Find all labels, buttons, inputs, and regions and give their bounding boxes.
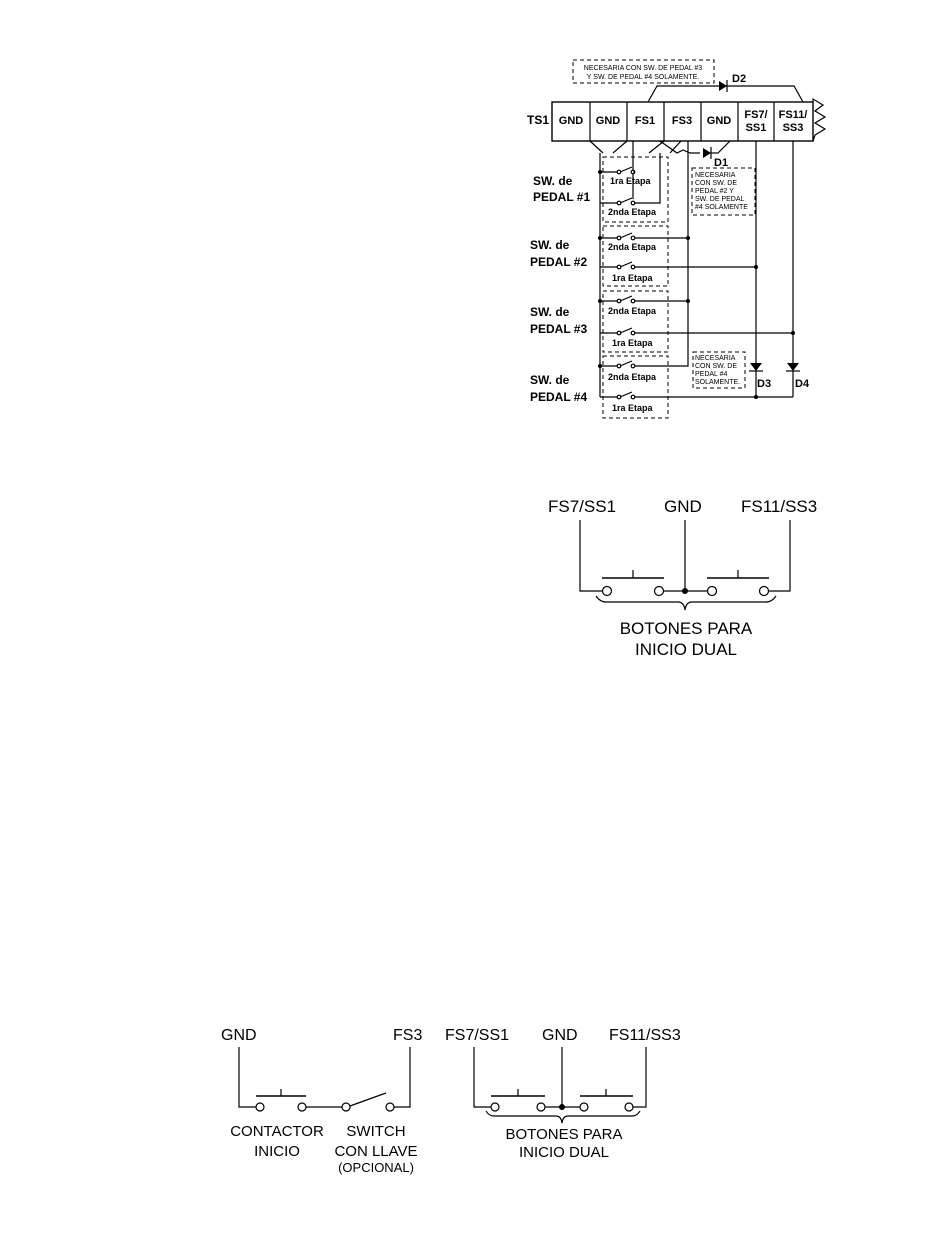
pedal-4-stage-2: 1ra Etapa <box>612 403 653 413</box>
d2-note-line1: NECESARIA CON SW. DE PEDAL #3 <box>583 65 703 72</box>
pedal-2-stage-1: 2nda Etapa <box>608 242 657 252</box>
bottom-label-gnd: GND <box>221 1027 257 1044</box>
bottom-label-fs7: FS7/SS1 <box>445 1027 510 1044</box>
bottom-label-fs3: FS3 <box>393 1027 423 1044</box>
d1-note-line1: NECESARIA <box>695 172 736 179</box>
pedal-1-label-line2: PEDAL #1 <box>533 190 591 204</box>
pedal-3-label-line2: PEDAL #3 <box>530 322 588 336</box>
bottom-label-fs11: FS11/SS3 <box>609 1027 681 1044</box>
pedal-3-label-line1: SW. de <box>530 305 570 319</box>
pedal-3-stage-1: 2nda Etapa <box>608 306 657 316</box>
terminal-gnd-3: GND <box>706 115 732 127</box>
d3-note-line4: SOLAMENTE. <box>695 379 741 386</box>
d1-note-line5: #4 SOLAMENTE <box>695 204 748 211</box>
dual-label-fs7: FS7/SS1 <box>548 497 617 516</box>
bottom-start-diagram <box>221 1027 681 1175</box>
pedal-4-label-line1: SW. de <box>530 373 570 387</box>
key-switch-label-line2: CON LLAVE <box>334 1143 418 1160</box>
dual-brace <box>596 596 776 610</box>
d1-label: D1 <box>714 157 729 169</box>
d2-note-line2: Y SW. DE PEDAL #4 SOLAMENTE. <box>586 74 700 81</box>
pedal-2-stage-2: 1ra Etapa <box>612 273 653 283</box>
bottom-label-gnd2: GND <box>542 1027 578 1044</box>
ts1-label: TS1 <box>527 113 550 127</box>
d1-diode <box>703 148 711 158</box>
d4-diode <box>787 363 799 371</box>
pedal-2-label-line2: PEDAL #2 <box>530 255 588 269</box>
bottom-dual-caption-line1: BOTONES PARA <box>505 1126 623 1143</box>
terminal-gnd-1: GND <box>558 115 584 127</box>
terminal-fs7: FS7/ <box>744 109 768 121</box>
d3-note-line3: PEDAL #4 <box>695 371 728 378</box>
bottom-dual-brace <box>486 1111 640 1123</box>
terminal-ss3: SS3 <box>782 122 804 134</box>
terminal-ss1: SS1 <box>745 122 767 134</box>
dual-label-fs11: FS11/SS3 <box>741 497 818 516</box>
strip-break-symbol <box>813 99 825 141</box>
key-switch-label-line1: SWITCH <box>346 1123 406 1140</box>
dual-caption-line1: BOTONES PARA <box>619 619 753 638</box>
d1-note-line4: SW. DE PEDAL <box>695 196 745 203</box>
pedal-4-stage-1: 2nda Etapa <box>608 372 657 382</box>
d1-note-line2: CON SW. DE <box>695 180 738 187</box>
terminal-fs3: FS3 <box>671 115 693 127</box>
terminal-fs1: FS1 <box>634 115 656 127</box>
pedal-4-label-line2: PEDAL #4 <box>530 390 588 404</box>
dual-caption-line2: INICIO DUAL <box>634 640 738 659</box>
d2-diode <box>719 81 727 91</box>
pedal-1-label-line1: SW. de <box>533 174 573 188</box>
bottom-dual-caption-line2: INICIO DUAL <box>518 1144 610 1161</box>
key-switch-label-line3: (OPCIONAL) <box>338 1160 414 1175</box>
d3-diode <box>750 363 762 371</box>
d1-note-line3: PEDAL #2 Y <box>695 188 734 195</box>
terminal-fs11: FS11/ <box>778 109 808 121</box>
d3-note-line1: NECESARIA <box>695 355 736 362</box>
pedal-3-stage-2: 1ra Etapa <box>612 338 653 348</box>
pedal-1-stage-1: 1ra Etapa <box>610 176 651 186</box>
dual-label-gnd: GND <box>664 497 702 516</box>
pedal-2-label-line1: SW. de <box>530 238 570 252</box>
d3-label: D3 <box>757 378 772 390</box>
d2-wire <box>648 86 803 102</box>
d3-note-line2: CON SW. DE <box>695 363 738 370</box>
d2-label: D2 <box>732 73 747 85</box>
contactor-label-line2: INICIO <box>254 1143 300 1160</box>
terminal-gnd-2: GND <box>595 115 621 127</box>
pedal-wiring-diagram <box>527 60 825 418</box>
d4-label: D4 <box>795 378 810 390</box>
contactor-label-line1: CONTACTOR <box>230 1123 324 1140</box>
pedal-1-stage-2: 2nda Etapa <box>608 207 657 217</box>
dual-start-diagram <box>548 497 817 659</box>
